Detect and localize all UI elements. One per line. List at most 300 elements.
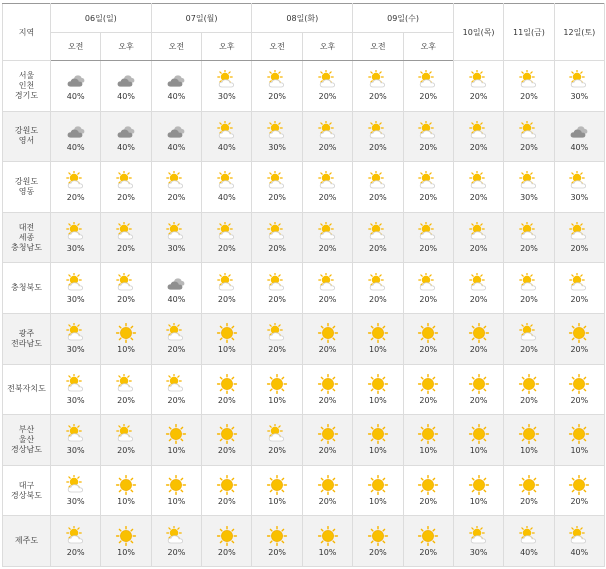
rain-probability: 40% — [217, 142, 236, 152]
forecast-cell — [202, 111, 252, 162]
region-name-line: 영동 — [18, 186, 35, 196]
forecast-cell — [252, 465, 302, 516]
rain-probability: 10% — [520, 446, 538, 456]
rain-probability: 40% — [570, 142, 589, 152]
region-name-line: 전북자치도 — [7, 384, 46, 394]
partly-cloudy-icon — [165, 323, 187, 343]
forecast-cell — [554, 162, 604, 213]
forecast-cell — [101, 162, 151, 213]
sun-icon — [367, 475, 389, 495]
forecast-cell — [554, 415, 604, 466]
forecast-cell — [403, 61, 453, 112]
rain-probability: 10% — [368, 446, 387, 456]
partly-cloudy-icon — [468, 121, 490, 141]
sun-icon — [568, 323, 590, 343]
rain-probability: 20% — [217, 294, 236, 304]
rain-probability: 20% — [217, 395, 236, 405]
weekly-rain-forecast-table — [2, 3, 605, 567]
partly-cloudy-icon — [417, 70, 439, 90]
region-name — [3, 162, 51, 213]
forecast-cell — [51, 61, 101, 112]
sun-icon — [165, 475, 187, 495]
partly-cloudy-icon — [367, 171, 389, 191]
sun-icon — [317, 323, 339, 343]
forecast-cell — [453, 212, 503, 263]
partly-cloudy-icon — [266, 323, 288, 343]
forecast-cell — [504, 465, 554, 516]
rain-probability: 10% — [217, 345, 236, 355]
rain-probability: 20% — [318, 294, 337, 304]
rain-probability: 20% — [368, 294, 387, 304]
day-header: 08일(화) — [252, 4, 353, 33]
forecast-row — [3, 364, 605, 415]
partly-cloudy-icon — [568, 222, 590, 242]
forecast-cell — [504, 212, 554, 263]
forecast-cell — [403, 465, 453, 516]
rain-probability: 30% — [570, 193, 589, 203]
region-name-line: 대구 — [18, 480, 35, 490]
partly-cloudy-icon — [518, 323, 540, 343]
rain-probability: 10% — [318, 547, 337, 557]
rain-probability: 30% — [66, 294, 85, 304]
partly-cloudy-icon — [468, 273, 490, 293]
forecast-cell — [504, 61, 554, 112]
rain-probability: 20% — [318, 244, 337, 254]
sun-icon — [417, 424, 439, 444]
forecast-cell — [51, 313, 101, 364]
rain-probability: 10% — [368, 497, 387, 507]
partly-cloudy-icon — [568, 70, 590, 90]
partly-cloudy-icon — [468, 171, 490, 191]
am-header: 오전 — [252, 33, 302, 61]
rain-probability: 40% — [117, 142, 135, 152]
day-header: 07일(월) — [151, 4, 252, 33]
rain-probability: 20% — [117, 244, 135, 254]
region-name-line: 전라남도 — [11, 338, 42, 348]
day-header: 12일(토) — [554, 4, 604, 61]
sun-icon — [317, 475, 339, 495]
forecast-cell — [554, 61, 604, 112]
region-name — [3, 415, 51, 466]
forecast-cell — [252, 162, 302, 213]
forecast-cell — [453, 415, 503, 466]
rain-probability: 30% — [167, 244, 186, 254]
sun-icon — [468, 424, 490, 444]
rain-probability: 10% — [469, 446, 488, 456]
rain-probability: 20% — [117, 193, 135, 203]
forecast-cell — [453, 465, 503, 516]
sun-icon — [216, 475, 238, 495]
forecast-cell — [51, 212, 101, 263]
rain-probability: 20% — [368, 193, 387, 203]
rain-probability: 20% — [318, 446, 337, 456]
forecast-cell — [302, 364, 352, 415]
forecast-cell — [302, 465, 352, 516]
rain-probability: 20% — [419, 345, 438, 355]
forecast-cell — [302, 313, 352, 364]
rain-probability: 20% — [520, 92, 538, 102]
forecast-cell — [504, 516, 554, 567]
partly-cloudy-icon — [266, 121, 288, 141]
rain-probability: 20% — [419, 294, 438, 304]
forecast-cell — [353, 465, 403, 516]
forecast-cell — [302, 162, 352, 213]
forecast-row — [3, 212, 605, 263]
forecast-cell — [151, 111, 201, 162]
forecast-cell — [51, 111, 101, 162]
region-name-line: 제주도 — [14, 536, 39, 546]
pm-header: 오후 — [101, 33, 151, 61]
partly-cloudy-icon — [317, 171, 339, 191]
rain-probability: 20% — [469, 395, 488, 405]
rain-probability: 40% — [66, 92, 85, 102]
sun-icon — [115, 323, 137, 343]
forecast-cell — [151, 263, 201, 314]
region-name-line: 울산 — [18, 434, 35, 444]
forecast-row — [3, 516, 605, 567]
partly-cloudy-icon — [115, 273, 137, 293]
region-name-line: 충청남도 — [11, 242, 42, 252]
sun-icon — [417, 475, 439, 495]
forecast-cell — [353, 111, 403, 162]
rain-probability: 20% — [268, 446, 287, 456]
partly-cloudy-icon — [518, 171, 540, 191]
rain-probability: 20% — [268, 345, 287, 355]
rain-probability: 40% — [66, 142, 85, 152]
forecast-cell — [504, 263, 554, 314]
forecast-row — [3, 162, 605, 213]
cloud-icon — [165, 121, 187, 141]
forecast-cell — [202, 61, 252, 112]
partly-cloudy-icon — [65, 222, 87, 242]
sun-icon — [216, 323, 238, 343]
rain-probability: 20% — [66, 193, 85, 203]
partly-cloudy-icon — [518, 70, 540, 90]
forecast-cell — [51, 516, 101, 567]
rain-probability: 20% — [268, 193, 287, 203]
forecast-cell — [403, 162, 453, 213]
partly-cloudy-icon — [518, 121, 540, 141]
rain-probability: 30% — [66, 446, 85, 456]
rain-probability: 20% — [520, 244, 538, 254]
region-name — [3, 212, 51, 263]
partly-cloudy-icon — [65, 323, 87, 343]
forecast-cell — [101, 465, 151, 516]
rain-probability: 20% — [217, 497, 236, 507]
forecast-row — [3, 415, 605, 466]
partly-cloudy-icon — [266, 424, 288, 444]
sun-icon — [317, 424, 339, 444]
forecast-cell — [51, 465, 101, 516]
rain-probability: 40% — [217, 193, 236, 203]
region-name — [3, 364, 51, 415]
partly-cloudy-icon — [165, 374, 187, 394]
partly-cloudy-icon — [518, 526, 540, 546]
partly-cloudy-icon — [367, 121, 389, 141]
rain-probability: 20% — [318, 345, 337, 355]
day-header: 11일(금) — [504, 4, 554, 61]
rain-probability: 10% — [117, 345, 135, 355]
forecast-cell — [302, 415, 352, 466]
rain-probability: 20% — [419, 92, 438, 102]
rain-probability: 30% — [66, 244, 85, 254]
partly-cloudy-icon — [65, 171, 87, 191]
rain-probability: 20% — [268, 92, 287, 102]
rain-probability: 20% — [520, 497, 538, 507]
forecast-cell — [101, 313, 151, 364]
forecast-cell — [252, 313, 302, 364]
forecast-cell — [151, 162, 201, 213]
rain-probability: 40% — [167, 294, 186, 304]
forecast-cell — [353, 364, 403, 415]
partly-cloudy-icon — [266, 222, 288, 242]
rain-probability: 10% — [419, 446, 438, 456]
rain-probability: 20% — [469, 193, 488, 203]
cloud-icon — [115, 70, 137, 90]
sun-icon — [266, 526, 288, 546]
forecast-cell — [554, 263, 604, 314]
rain-probability: 20% — [570, 345, 589, 355]
partly-cloudy-icon — [568, 526, 590, 546]
rain-probability: 20% — [419, 395, 438, 405]
region-name-line: 서울 — [18, 70, 35, 80]
forecast-cell — [252, 415, 302, 466]
forecast-cell — [353, 212, 403, 263]
forecast-row — [3, 313, 605, 364]
sun-icon — [216, 526, 238, 546]
rain-probability: 20% — [318, 142, 337, 152]
rain-probability: 20% — [469, 345, 488, 355]
partly-cloudy-icon — [65, 424, 87, 444]
am-header: 오전 — [353, 33, 403, 61]
region-name-line: 세종 — [18, 232, 35, 242]
partly-cloudy-icon — [216, 273, 238, 293]
forecast-cell — [353, 61, 403, 112]
rain-probability: 30% — [520, 193, 538, 203]
sun-icon — [518, 475, 540, 495]
sun-icon — [266, 374, 288, 394]
forecast-cell — [554, 465, 604, 516]
partly-cloudy-icon — [65, 273, 87, 293]
forecast-cell — [403, 516, 453, 567]
forecast-cell — [202, 465, 252, 516]
partly-cloudy-icon — [367, 273, 389, 293]
rain-probability: 20% — [318, 497, 337, 507]
partly-cloudy-icon — [518, 222, 540, 242]
sun-icon — [216, 424, 238, 444]
day-header: 10일(목) — [453, 4, 503, 61]
forecast-cell — [101, 111, 151, 162]
rain-probability: 20% — [268, 244, 287, 254]
partly-cloudy-icon — [468, 70, 490, 90]
day-header: 09일(수) — [353, 4, 454, 33]
forecast-cell — [353, 415, 403, 466]
partly-cloudy-icon — [468, 222, 490, 242]
partly-cloudy-icon — [216, 171, 238, 191]
sun-icon — [568, 374, 590, 394]
forecast-cell — [252, 111, 302, 162]
region-name-line: 경상북도 — [11, 490, 42, 500]
pm-header: 오후 — [302, 33, 352, 61]
sun-icon — [317, 526, 339, 546]
rain-probability: 20% — [520, 294, 538, 304]
partly-cloudy-icon — [367, 222, 389, 242]
forecast-cell — [353, 516, 403, 567]
forecast-cell — [554, 313, 604, 364]
forecast-cell — [403, 415, 453, 466]
forecast-cell — [202, 212, 252, 263]
rain-probability: 20% — [167, 547, 186, 557]
forecast-cell — [202, 516, 252, 567]
forecast-cell — [353, 263, 403, 314]
partly-cloudy-icon — [216, 222, 238, 242]
rain-probability: 20% — [117, 294, 135, 304]
region-name-line: 충청북도 — [11, 283, 42, 293]
sun-icon — [115, 475, 137, 495]
sun-icon — [367, 323, 389, 343]
region-name-line: 대전 — [18, 222, 35, 232]
rain-probability: 20% — [520, 345, 538, 355]
forecast-cell — [51, 263, 101, 314]
forecast-cell — [554, 111, 604, 162]
forecast-cell — [554, 516, 604, 567]
rain-probability: 40% — [520, 547, 538, 557]
forecast-cell — [252, 364, 302, 415]
region-name-line: 경상남도 — [11, 444, 42, 454]
forecast-cell — [151, 313, 201, 364]
rain-probability: 30% — [66, 497, 85, 507]
rain-probability: 20% — [268, 294, 287, 304]
partly-cloudy-icon — [115, 374, 137, 394]
forecast-cell — [504, 415, 554, 466]
forecast-cell — [453, 263, 503, 314]
cloud-icon — [568, 121, 590, 141]
forecast-cell — [403, 111, 453, 162]
partly-cloudy-icon — [317, 70, 339, 90]
forecast-cell — [453, 61, 503, 112]
partly-cloudy-icon — [65, 526, 87, 546]
forecast-cell — [504, 111, 554, 162]
rain-probability: 10% — [368, 345, 387, 355]
rain-probability: 10% — [368, 395, 387, 405]
forecast-cell — [101, 212, 151, 263]
forecast-cell — [453, 111, 503, 162]
partly-cloudy-icon — [165, 526, 187, 546]
rain-probability: 20% — [570, 294, 589, 304]
region-name-line: 강원도 — [14, 176, 39, 186]
rain-probability: 20% — [217, 244, 236, 254]
forecast-cell — [453, 516, 503, 567]
forecast-row — [3, 263, 605, 314]
forecast-cell — [252, 516, 302, 567]
rain-probability: 20% — [217, 446, 236, 456]
forecast-cell — [403, 313, 453, 364]
region-name-line: 인천 — [18, 80, 35, 90]
partly-cloudy-icon — [266, 273, 288, 293]
forecast-cell — [202, 162, 252, 213]
region-name — [3, 61, 51, 112]
pm-header: 오후 — [202, 33, 252, 61]
rain-probability: 20% — [318, 395, 337, 405]
rain-probability: 30% — [66, 345, 85, 355]
forecast-cell — [453, 364, 503, 415]
forecast-cell — [403, 364, 453, 415]
cloud-icon — [65, 70, 87, 90]
rain-probability: 40% — [117, 92, 135, 102]
partly-cloudy-icon — [115, 171, 137, 191]
forecast-cell — [202, 415, 252, 466]
forecast-cell — [403, 263, 453, 314]
forecast-cell — [302, 61, 352, 112]
forecast-cell — [51, 364, 101, 415]
forecast-cell — [252, 263, 302, 314]
forecast-cell — [403, 212, 453, 263]
forecast-cell — [453, 313, 503, 364]
forecast-cell — [504, 313, 554, 364]
partly-cloudy-icon — [65, 374, 87, 394]
region-name-line: 강원도 — [14, 126, 39, 136]
rain-probability: 30% — [217, 92, 236, 102]
partly-cloudy-icon — [266, 70, 288, 90]
forecast-cell — [202, 364, 252, 415]
sun-icon — [165, 424, 187, 444]
sun-icon — [417, 526, 439, 546]
am-header: 오전 — [51, 33, 101, 61]
forecast-cell — [353, 162, 403, 213]
partly-cloudy-icon — [317, 121, 339, 141]
cloud-icon — [115, 121, 137, 141]
rain-probability: 40% — [167, 142, 186, 152]
forecast-table-container — [2, 3, 604, 567]
sun-icon — [417, 374, 439, 394]
rain-probability: 10% — [117, 547, 135, 557]
partly-cloudy-icon — [266, 171, 288, 191]
forecast-cell — [453, 162, 503, 213]
rain-probability: 20% — [217, 547, 236, 557]
rain-probability: 10% — [117, 497, 135, 507]
region-name-line: 경기도 — [14, 90, 39, 100]
rain-probability: 20% — [117, 446, 135, 456]
rain-probability: 40% — [167, 92, 186, 102]
partly-cloudy-icon — [417, 171, 439, 191]
rain-probability: 20% — [520, 395, 538, 405]
region-name — [3, 263, 51, 314]
sun-icon — [367, 424, 389, 444]
day-header: 06일(일) — [51, 4, 152, 33]
forecast-cell — [252, 61, 302, 112]
sun-icon — [115, 526, 137, 546]
partly-cloudy-icon — [216, 121, 238, 141]
forecast-cell — [302, 516, 352, 567]
sun-icon — [518, 374, 540, 394]
region-name-line: 부산 — [18, 424, 35, 434]
rain-probability: 20% — [167, 345, 186, 355]
forecast-cell — [554, 364, 604, 415]
forecast-cell — [252, 212, 302, 263]
rain-probability: 20% — [268, 547, 287, 557]
partly-cloudy-icon — [417, 222, 439, 242]
rain-probability: 10% — [268, 497, 287, 507]
rain-probability: 20% — [368, 547, 387, 557]
forecast-cell — [554, 212, 604, 263]
sun-icon — [468, 475, 490, 495]
rain-probability: 20% — [469, 244, 488, 254]
rain-probability: 30% — [66, 395, 85, 405]
partly-cloudy-icon — [65, 475, 87, 495]
partly-cloudy-icon — [367, 70, 389, 90]
sun-icon — [266, 475, 288, 495]
sun-icon — [518, 424, 540, 444]
